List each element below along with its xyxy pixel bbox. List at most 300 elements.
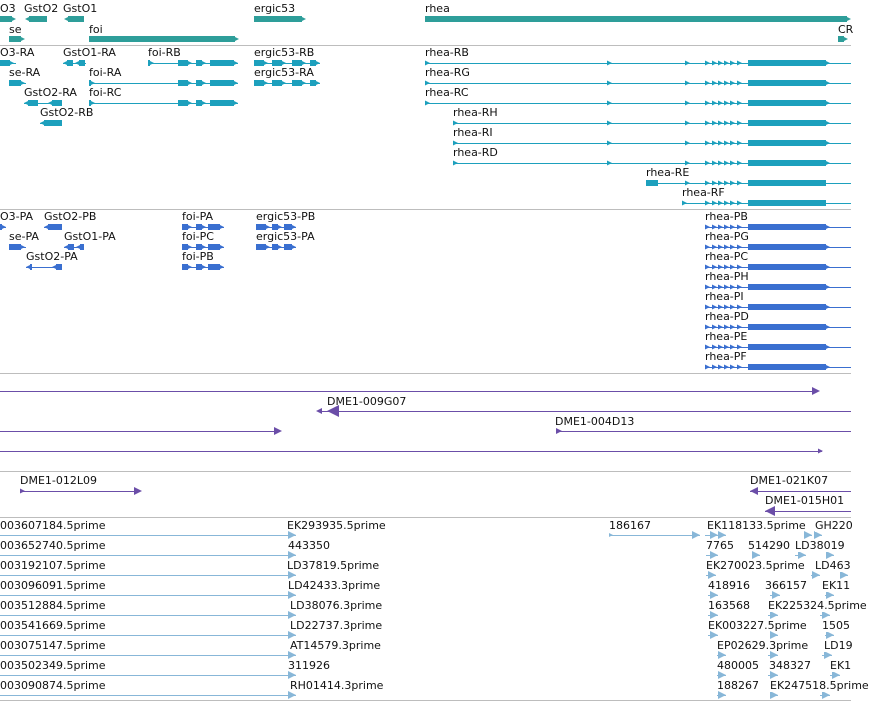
transcript-feature[interactable] (826, 61, 830, 65)
protein-feature[interactable] (718, 225, 723, 230)
protein-feature[interactable] (730, 325, 735, 330)
est-feature[interactable] (710, 551, 718, 559)
est-feature[interactable] (770, 611, 778, 619)
est-feature[interactable] (288, 691, 296, 699)
transcript-feature[interactable] (748, 180, 826, 186)
est-label[interactable]: LD38076.3prime (290, 599, 383, 612)
clone-feature[interactable] (750, 487, 758, 495)
est-feature[interactable] (804, 531, 812, 539)
transcript-feature[interactable] (202, 81, 206, 85)
protein-feature[interactable] (748, 304, 826, 310)
gene-feature[interactable] (64, 17, 68, 21)
est-label[interactable]: LD463 (815, 559, 851, 572)
est-label[interactable]: EP02629.3prime (717, 639, 809, 652)
transcript-label[interactable]: GstO2-RA (24, 86, 77, 99)
transcript-feature[interactable] (210, 80, 234, 86)
transcript-feature[interactable] (730, 81, 735, 86)
transcript-feature[interactable] (705, 201, 710, 206)
transcript-label[interactable]: rhea-RE (646, 166, 690, 179)
est-label[interactable]: 311926 (288, 659, 330, 672)
transcript-label[interactable]: foi-RC (89, 86, 122, 99)
protein-label[interactable]: rhea-PD (705, 310, 749, 323)
transcript-feature[interactable] (91, 81, 95, 85)
est-feature[interactable] (288, 611, 296, 619)
transcript-feature[interactable] (730, 121, 735, 126)
transcript-feature[interactable] (188, 61, 192, 65)
transcript-feature[interactable] (316, 81, 320, 85)
protein-feature[interactable] (0, 224, 2, 230)
gene-label[interactable]: se (9, 23, 22, 36)
transcript-label[interactable]: O3-RA (0, 46, 35, 59)
transcript-label[interactable]: foi-RB (148, 46, 181, 59)
est-label[interactable]: EK003227.5prime (708, 619, 807, 632)
gene-label[interactable]: O3 (0, 2, 16, 15)
protein-feature[interactable] (220, 225, 224, 229)
protein-feature[interactable] (712, 365, 717, 370)
est-label[interactable]: EK11 (822, 579, 851, 592)
transcript-feature[interactable] (292, 80, 302, 86)
est-label[interactable]: LD19 (824, 639, 853, 652)
est-feature[interactable] (710, 631, 718, 639)
transcript-feature[interactable] (67, 60, 73, 66)
transcript-feature[interactable] (748, 200, 826, 206)
est-feature[interactable] (814, 531, 822, 539)
protein-feature[interactable] (718, 305, 723, 310)
est-feature[interactable] (288, 631, 296, 639)
transcript-feature[interactable] (302, 81, 306, 85)
transcript-feature[interactable] (737, 61, 742, 66)
protein-label[interactable]: ergic53-PB (256, 210, 316, 223)
protein-feature[interactable] (56, 264, 62, 270)
protein-feature[interactable] (718, 245, 723, 250)
transcript-feature[interactable] (234, 81, 238, 85)
transcript-feature[interactable] (705, 161, 710, 166)
est-feature[interactable] (710, 531, 718, 539)
est-feature[interactable] (824, 651, 832, 659)
protein-feature[interactable] (724, 365, 729, 370)
est-label[interactable]: LD37819.5prime (287, 559, 380, 572)
transcript-feature[interactable] (724, 141, 729, 146)
transcript-feature[interactable] (730, 101, 735, 106)
transcript-feature[interactable] (685, 81, 690, 86)
est-label[interactable]: RH01414.3prime (290, 679, 384, 692)
transcript-feature[interactable] (607, 101, 612, 106)
protein-feature[interactable] (748, 324, 826, 330)
transcript-feature[interactable] (685, 181, 690, 186)
est-label[interactable]: EK270023.5prime (706, 559, 805, 572)
protein-feature[interactable] (202, 245, 206, 249)
transcript-feature[interactable] (826, 141, 830, 145)
gene-feature[interactable] (425, 16, 847, 22)
est-label[interactable]: 186167 (609, 519, 651, 532)
transcript-feature[interactable] (210, 100, 234, 106)
transcript-label[interactable]: rhea-RF (682, 186, 725, 199)
est-feature[interactable] (772, 591, 780, 599)
gene-feature[interactable] (21, 37, 25, 41)
clone-label[interactable]: DME1-009G07 (327, 395, 407, 408)
est-label[interactable]: 188267 (717, 679, 759, 692)
protein-feature[interactable] (26, 265, 30, 269)
transcript-feature[interactable] (48, 101, 52, 105)
protein-feature[interactable] (730, 365, 735, 370)
protein-feature[interactable] (730, 245, 735, 250)
transcript-feature[interactable] (718, 161, 723, 166)
est-label[interactable]: 003075147.5prime (0, 639, 106, 652)
transcript-feature[interactable] (79, 60, 85, 66)
protein-label[interactable]: rhea-PE (705, 330, 748, 343)
protein-feature[interactable] (705, 225, 710, 230)
protein-label[interactable]: se-PA (9, 230, 39, 243)
transcript-label[interactable]: foi-RA (89, 66, 122, 79)
protein-feature[interactable] (724, 245, 729, 250)
protein-feature[interactable] (202, 265, 206, 269)
est-feature[interactable] (288, 671, 296, 679)
protein-feature[interactable] (748, 344, 826, 350)
est-label[interactable]: 366157 (765, 579, 807, 592)
clone-feature[interactable] (812, 387, 820, 395)
protein-label[interactable]: rhea-PG (705, 230, 749, 243)
transcript-feature[interactable] (607, 61, 612, 66)
transcript-feature[interactable] (748, 140, 826, 146)
transcript-feature[interactable] (718, 61, 723, 66)
protein-feature[interactable] (284, 244, 292, 250)
transcript-feature[interactable] (748, 80, 826, 86)
transcript-feature[interactable] (826, 121, 830, 125)
transcript-feature[interactable] (730, 141, 735, 146)
protein-feature[interactable] (278, 225, 282, 229)
protein-feature[interactable] (826, 225, 830, 229)
transcript-label[interactable]: GstO2-RB (40, 106, 94, 119)
transcript-feature[interactable] (210, 60, 234, 66)
protein-feature[interactable] (188, 245, 192, 249)
transcript-feature[interactable] (607, 141, 612, 146)
transcript-feature[interactable] (712, 61, 717, 66)
transcript-feature[interactable] (705, 121, 710, 126)
transcript-feature[interactable] (705, 141, 710, 146)
est-feature[interactable] (692, 531, 700, 539)
protein-feature[interactable] (292, 225, 296, 229)
protein-feature[interactable] (730, 305, 735, 310)
transcript-feature[interactable] (21, 81, 25, 85)
transcript-feature[interactable] (196, 60, 202, 66)
est-feature[interactable] (708, 571, 716, 579)
gene-feature[interactable] (847, 17, 851, 21)
protein-feature[interactable] (724, 325, 729, 330)
protein-feature[interactable] (9, 244, 21, 250)
gene-label[interactable]: GstO1 (63, 2, 98, 15)
protein-label[interactable]: rhea-PH (705, 270, 749, 283)
transcript-feature[interactable] (724, 201, 729, 206)
clone-label[interactable]: DME1-021K07 (750, 474, 829, 487)
transcript-feature[interactable] (724, 161, 729, 166)
protein-label[interactable]: GstO1-PA (64, 230, 116, 243)
transcript-feature[interactable] (712, 121, 717, 126)
est-label[interactable]: 348327 (769, 659, 811, 672)
protein-feature[interactable] (30, 264, 32, 270)
protein-feature[interactable] (196, 264, 202, 270)
protein-feature[interactable] (705, 285, 710, 290)
protein-label[interactable]: GstO2-PA (26, 250, 78, 263)
est-label[interactable]: LD38019 (795, 539, 845, 552)
transcript-label[interactable]: rhea-RC (425, 86, 469, 99)
est-label[interactable]: 514290 (748, 539, 790, 552)
protein-feature[interactable] (724, 225, 729, 230)
transcript-feature[interactable] (730, 181, 735, 186)
protein-feature[interactable] (220, 265, 224, 269)
transcript-feature[interactable] (202, 101, 206, 105)
protein-feature[interactable] (64, 245, 68, 249)
transcript-feature[interactable] (453, 141, 458, 146)
est-feature[interactable] (812, 571, 820, 579)
est-label[interactable]: 163568 (708, 599, 750, 612)
transcript-feature[interactable] (705, 81, 710, 86)
protein-label[interactable]: rhea-PC (705, 250, 749, 263)
transcript-feature[interactable] (425, 101, 430, 106)
transcript-feature[interactable] (91, 101, 95, 105)
transcript-feature[interactable] (724, 101, 729, 106)
protein-feature[interactable] (737, 345, 742, 350)
transcript-feature[interactable] (453, 161, 458, 166)
transcript-feature[interactable] (724, 61, 729, 66)
transcript-feature[interactable] (718, 81, 723, 86)
transcript-feature[interactable] (646, 180, 658, 186)
protein-feature[interactable] (737, 245, 742, 250)
transcript-feature[interactable] (9, 80, 21, 86)
protein-feature[interactable] (712, 265, 717, 270)
transcript-feature[interactable] (724, 181, 729, 186)
est-label[interactable]: 003192107.5prime (0, 559, 106, 572)
gene-label[interactable]: GstO2 (24, 2, 59, 15)
est-label[interactable]: 418916 (708, 579, 750, 592)
protein-feature[interactable] (712, 225, 717, 230)
transcript-feature[interactable] (712, 181, 717, 186)
protein-feature[interactable] (2, 225, 6, 229)
protein-feature[interactable] (826, 365, 830, 369)
transcript-feature[interactable] (685, 141, 690, 146)
protein-feature[interactable] (705, 365, 710, 370)
transcript-feature[interactable] (28, 100, 38, 106)
protein-label[interactable]: foi-PB (182, 250, 214, 263)
protein-feature[interactable] (188, 225, 192, 229)
est-feature[interactable] (798, 551, 806, 559)
transcript-feature[interactable] (737, 181, 742, 186)
est-feature[interactable] (826, 631, 834, 639)
est-feature[interactable] (288, 591, 296, 599)
transcript-label[interactable]: rhea-RD (453, 146, 498, 159)
protein-feature[interactable] (266, 225, 270, 229)
protein-feature[interactable] (730, 225, 735, 230)
protein-feature[interactable] (718, 265, 723, 270)
protein-feature[interactable] (826, 245, 830, 249)
transcript-feature[interactable] (826, 101, 830, 105)
protein-feature[interactable] (705, 265, 710, 270)
est-feature[interactable] (826, 591, 834, 599)
transcript-feature[interactable] (178, 80, 188, 86)
transcript-feature[interactable] (724, 121, 729, 126)
transcript-feature[interactable] (188, 81, 192, 85)
est-feature[interactable] (609, 533, 613, 537)
est-label[interactable]: LD22737.3prime (290, 619, 383, 632)
protein-feature[interactable] (737, 325, 742, 330)
protein-feature[interactable] (737, 305, 742, 310)
transcript-feature[interactable] (685, 121, 690, 126)
protein-label[interactable]: rhea-PI (705, 290, 744, 303)
protein-feature[interactable] (278, 245, 282, 249)
protein-label[interactable]: foi-PC (182, 230, 214, 243)
transcript-feature[interactable] (748, 60, 826, 66)
protein-feature[interactable] (292, 245, 296, 249)
transcript-feature[interactable] (302, 61, 306, 65)
clone-feature[interactable] (274, 427, 282, 435)
protein-feature[interactable] (718, 325, 723, 330)
protein-label[interactable]: GstO2-PB (44, 210, 97, 223)
est-feature[interactable] (710, 591, 718, 599)
est-label[interactable]: 1505 (822, 619, 850, 632)
transcript-feature[interactable] (607, 81, 612, 86)
est-feature[interactable] (288, 651, 296, 659)
protein-feature[interactable] (712, 325, 717, 330)
transcript-feature[interactable] (737, 121, 742, 126)
transcript-feature[interactable] (718, 121, 723, 126)
transcript-label[interactable]: ergic53-RA (254, 66, 314, 79)
gene-feature[interactable] (235, 37, 239, 41)
protein-feature[interactable] (748, 364, 826, 370)
transcript-feature[interactable] (178, 60, 188, 66)
protein-label[interactable]: O3-PA (0, 210, 34, 223)
est-label[interactable]: 480005 (717, 659, 759, 672)
protein-feature[interactable] (826, 325, 830, 329)
protein-label[interactable]: rhea-PB (705, 210, 748, 223)
est-label[interactable]: 003652740.5prime (0, 539, 106, 552)
est-feature[interactable] (718, 651, 726, 659)
protein-feature[interactable] (718, 365, 723, 370)
transcript-feature[interactable] (272, 80, 282, 86)
transcript-feature[interactable] (425, 81, 430, 86)
est-label[interactable]: 003502349.5prime (0, 659, 106, 672)
transcript-feature[interactable] (826, 161, 830, 165)
transcript-feature[interactable] (316, 61, 320, 65)
transcript-feature[interactable] (737, 81, 742, 86)
protein-feature[interactable] (748, 284, 826, 290)
est-label[interactable]: GH220 (815, 519, 853, 532)
est-label[interactable]: EK225324.5prime (768, 599, 867, 612)
transcript-feature[interactable] (202, 61, 206, 65)
gene-feature[interactable] (838, 36, 844, 42)
protein-feature[interactable] (718, 285, 723, 290)
transcript-feature[interactable] (264, 81, 268, 85)
protein-feature[interactable] (44, 225, 48, 229)
est-label[interactable]: AT14579.3prime (290, 639, 381, 652)
protein-feature[interactable] (724, 285, 729, 290)
gene-feature[interactable] (25, 17, 29, 21)
protein-label[interactable]: ergic53-PA (256, 230, 315, 243)
transcript-feature[interactable] (748, 100, 826, 106)
est-feature[interactable] (826, 551, 834, 559)
transcript-feature[interactable] (196, 80, 202, 86)
protein-feature[interactable] (712, 345, 717, 350)
protein-feature[interactable] (220, 245, 224, 249)
transcript-feature[interactable] (685, 61, 690, 66)
est-feature[interactable] (770, 631, 778, 639)
est-feature[interactable] (288, 531, 296, 539)
protein-feature[interactable] (737, 365, 742, 370)
transcript-feature[interactable] (718, 101, 723, 106)
transcript-feature[interactable] (712, 161, 717, 166)
gene-feature[interactable] (254, 16, 302, 22)
est-feature[interactable] (770, 691, 778, 699)
est-label[interactable]: EK293935.5prime (287, 519, 386, 532)
transcript-label[interactable]: rhea-RH (453, 106, 498, 119)
est-feature[interactable] (832, 671, 840, 679)
protein-feature[interactable] (718, 345, 723, 350)
transcript-feature[interactable] (264, 61, 268, 65)
clone-label[interactable]: DME1-015H01 (765, 494, 845, 507)
transcript-feature[interactable] (254, 80, 264, 86)
protein-feature[interactable] (712, 285, 717, 290)
protein-feature[interactable] (826, 265, 830, 269)
transcript-feature[interactable] (234, 61, 238, 65)
transcript-feature[interactable] (718, 181, 723, 186)
est-feature[interactable] (822, 691, 830, 699)
transcript-feature[interactable] (178, 100, 188, 106)
protein-feature[interactable] (826, 285, 830, 289)
transcript-label[interactable]: rhea-RI (453, 126, 493, 139)
est-label[interactable]: LD42433.3prime (288, 579, 381, 592)
clone-feature[interactable] (134, 487, 142, 495)
protein-feature[interactable] (182, 264, 188, 270)
protein-feature[interactable] (202, 225, 206, 229)
est-label[interactable]: 003541669.5prime (0, 619, 106, 632)
est-feature[interactable] (840, 571, 848, 579)
transcript-feature[interactable] (196, 100, 202, 106)
est-label[interactable]: 003607184.5prime (0, 519, 106, 532)
transcript-feature[interactable] (737, 141, 742, 146)
transcript-feature[interactable] (188, 101, 192, 105)
est-feature[interactable] (718, 671, 726, 679)
est-feature[interactable] (288, 571, 296, 579)
transcript-feature[interactable] (826, 81, 830, 85)
transcript-feature[interactable] (282, 81, 286, 85)
gene-label[interactable]: ergic53 (254, 2, 296, 15)
transcript-feature[interactable] (737, 101, 742, 106)
transcript-feature[interactable] (718, 201, 723, 206)
transcript-feature[interactable] (685, 161, 690, 166)
transcript-feature[interactable] (737, 161, 742, 166)
protein-feature[interactable] (730, 265, 735, 270)
transcript-feature[interactable] (712, 141, 717, 146)
protein-feature[interactable] (256, 244, 266, 250)
protein-feature[interactable] (724, 265, 729, 270)
transcript-feature[interactable] (453, 121, 458, 126)
protein-label[interactable]: foi-PA (182, 210, 214, 223)
clone-label[interactable]: DME1-012L09 (20, 474, 97, 487)
transcript-feature[interactable] (44, 120, 62, 126)
est-label[interactable]: 003090874.5prime (0, 679, 106, 692)
est-label[interactable]: 7765 (706, 539, 734, 552)
protein-label[interactable]: rhea-PF (705, 350, 747, 363)
transcript-feature[interactable] (685, 101, 690, 106)
protein-feature[interactable] (76, 245, 80, 249)
transcript-label[interactable]: rhea-RG (425, 66, 470, 79)
transcript-feature[interactable] (234, 101, 238, 105)
est-feature[interactable] (770, 651, 778, 659)
transcript-feature[interactable] (730, 161, 735, 166)
protein-feature[interactable] (826, 305, 830, 309)
protein-feature[interactable] (826, 345, 830, 349)
transcript-label[interactable]: se-RA (9, 66, 41, 79)
transcript-feature[interactable] (310, 80, 316, 86)
transcript-label[interactable]: rhea-RB (425, 46, 469, 59)
